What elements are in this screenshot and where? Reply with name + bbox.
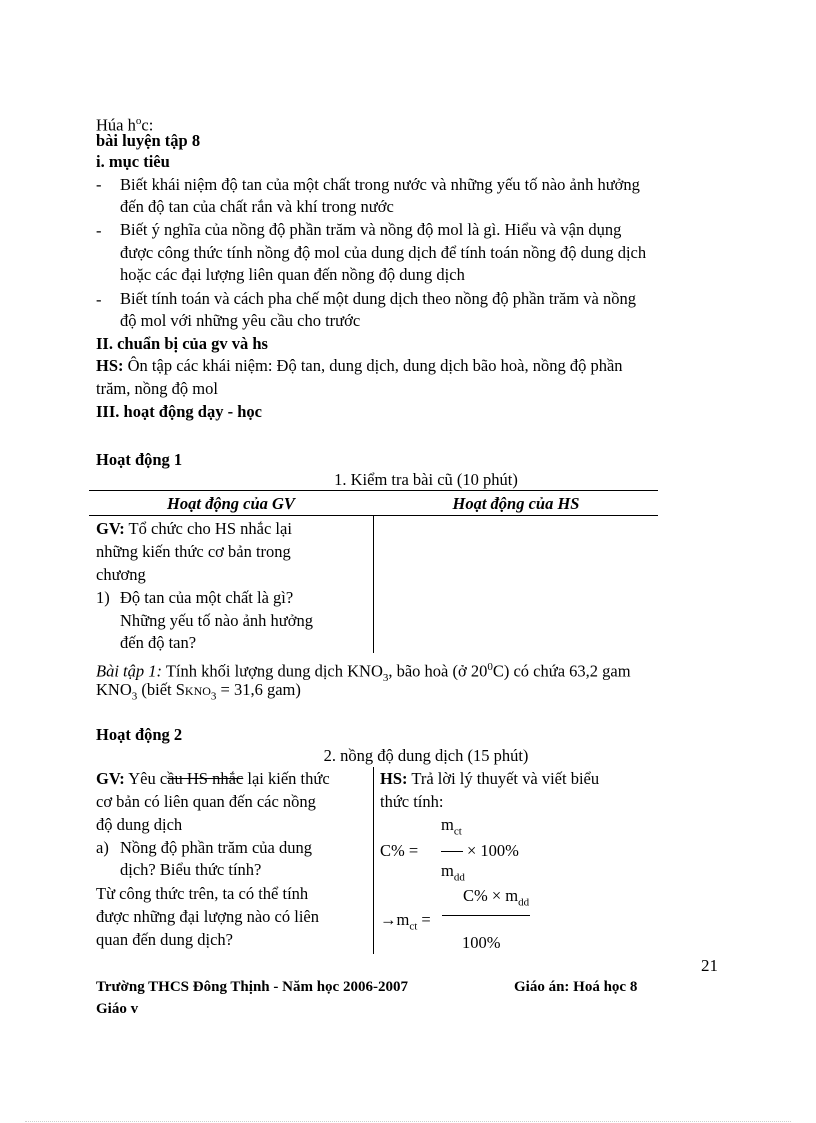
activity-1-gv-line-3: chương <box>96 565 146 584</box>
gv-text: Tổ chức cho HS nhắc lại <box>124 519 292 538</box>
bullet-dash: - <box>96 290 102 309</box>
gv-text-a: Yêu c <box>124 769 168 788</box>
activity-2-caption: 2. nồng độ dung dịch (15 phút) <box>323 746 529 765</box>
formula-2-fraction-bar <box>442 915 530 916</box>
objective-1-line-2: đến độ tan của chất rắn và khí trong nước <box>120 197 394 216</box>
footer-school: Trường THCS Đông Thịnh - Năm học 2006-2007 <box>96 979 408 995</box>
activity-2-gv-line-3: độ dung dịch <box>96 815 183 834</box>
hs-preparation-line-1 <box>96 355 623 377</box>
bottom-dotted-rule <box>25 1121 791 1122</box>
formula-1-rhs: × 100% <box>467 841 519 860</box>
table-column-divider <box>373 515 374 653</box>
activity-1-gv-line-2: những kiến thức cơ bản trong <box>96 542 291 561</box>
exercise-kno3-sub: 3 <box>131 690 138 703</box>
gv-struck-text: ầu HS nhắc <box>167 769 244 788</box>
exercise-sub: 3 <box>382 671 389 684</box>
exercise-solubility-sub: KNO <box>184 684 211 698</box>
objective-2-line-1: Biết ý nghĩa của nồng độ phần trăm và nồng độ mol là gì. Hiểu và vận dụng <box>120 220 622 239</box>
gv-label: GV: <box>96 769 125 788</box>
subject-end: c: <box>141 115 154 135</box>
formula-1-den-sub: dd <box>453 871 465 884</box>
gv-text-b: lại kiến thức <box>243 769 330 788</box>
exercise-text-a: Tính khối lượng dung dịch KNO <box>162 661 383 681</box>
section-preparation-heading: II. chuẩn bị của gv và hs <box>96 334 268 353</box>
footer-plan: Giáo án: Hoá học 8 <box>514 979 638 995</box>
hs-label: HS: <box>380 769 408 788</box>
question-a-line-2: dịch? Biểu thức tính? <box>120 860 262 879</box>
activity-2-hs-line-1 <box>380 768 599 790</box>
formula-1-num-m: m <box>441 815 454 834</box>
exercise-given-value: = 31,6 gam) <box>216 680 301 699</box>
formula-1-denominator <box>441 862 465 886</box>
formula-2-arrow: →m <box>380 910 410 929</box>
objective-1-line-1: Biết khái niệm độ tan của một chất trong nước và những yếu tố nào ảnh hưởng <box>120 175 640 194</box>
section-objectives-heading: i. mục tiêu <box>96 152 170 171</box>
activity-2-gv-line-4: Từ công thức trên, ta có thể tính <box>96 884 309 903</box>
question-1-text-1: Độ tan của một chất là gì? <box>120 588 294 607</box>
formula-2-numerator <box>463 887 529 911</box>
hs-text: Trả lời lý thuyết và viết biểu <box>407 769 600 788</box>
col-header-gv: Hoạt động của GV <box>167 494 295 513</box>
activity-1-gv-line-1 <box>96 518 292 540</box>
formula-2-equals: = <box>417 910 431 929</box>
formula-1-lhs: C% = <box>380 841 419 860</box>
objective-3-line-2: độ mol với những yêu cầu cho trước <box>120 311 361 330</box>
question-1-text-3: đến độ tan? <box>120 633 197 652</box>
question-1-line-1 <box>96 587 110 609</box>
question-a-number: a) <box>96 838 109 857</box>
exercise-sup: 0 <box>487 661 493 673</box>
exercise-solubility-sub2: 3 <box>210 690 217 703</box>
activity-2-hs-line-2: thức tính: <box>380 792 444 811</box>
hs-preparation-line-2: trăm, nồng độ mol <box>96 379 218 398</box>
lesson-title: bài luyện tập 8 <box>96 131 201 150</box>
activity-2-gv-line-1 <box>96 768 330 790</box>
section-activities-heading: III. hoạt động dạy - học <box>96 402 262 421</box>
exercise-text-c: C) có chứa 63,2 gam <box>492 661 631 681</box>
exercise-given: (biết S <box>137 680 185 699</box>
activity-2-gv-line-6: quan đến dung dịch? <box>96 930 234 949</box>
exercise-text-b: , bão hoà (ở 20 <box>388 661 488 681</box>
exercise-1-line-2 <box>96 679 301 707</box>
formula-2-arrow-sub: ct <box>409 920 418 933</box>
formula-2-num-sub: dd <box>518 896 530 909</box>
formula-1-num-sub: ct <box>453 825 462 838</box>
exercise-kno3: KNO <box>96 680 132 699</box>
exercise-label: Bài tập 1: <box>96 661 162 681</box>
bullet-dash: - <box>96 221 102 240</box>
footer-teacher: Giáo v <box>96 1001 139 1017</box>
formula-2-denominator: 100% <box>462 933 501 952</box>
formula-2-num-text: C% × m <box>463 886 519 905</box>
objective-2-line-2: được công thức tính nồng độ mol của dung dịch để tính toán nồng độ dung dịch <box>120 243 647 262</box>
activity-2-title: Hoạt động 2 <box>96 725 183 744</box>
activity-2-column-divider <box>373 767 374 954</box>
question-1-text-2: Những yếu tố nào ảnh hưởng <box>120 611 313 630</box>
formula-1-fraction-bar <box>441 851 463 852</box>
question-number: 1) <box>96 588 110 607</box>
subject-text: Húa h <box>96 115 136 135</box>
activity-1-caption: 1. Kiểm tra bài cũ (10 phút) <box>334 470 518 489</box>
col-header-hs: Hoạt động của HS <box>452 494 580 513</box>
activity-2-gv-line-2: cơ bản có liên quan đến các nồng <box>96 792 316 811</box>
table-top-rule <box>89 490 658 491</box>
formula-1-den-m: m <box>441 861 454 880</box>
gv-label: GV: <box>96 519 125 538</box>
activity-2-gv-line-5: được những đại lượng nào có liên <box>96 907 319 926</box>
objective-3-line-1: Biết tính toán và cách pha chế một dung dịch theo nồng độ phần trăm và nồng <box>120 289 636 308</box>
bullet-dash: - <box>96 175 102 194</box>
page-number: 21 <box>701 956 718 975</box>
subject-sup: o <box>135 115 142 127</box>
formula-2-lhs <box>380 909 431 937</box>
formula-1-numerator <box>441 816 462 840</box>
objective-2-line-3: hoặc các đại lượng liên quan đến nồng độ dung dịch <box>120 265 465 284</box>
activity-1-title: Hoạt động 1 <box>96 450 183 469</box>
question-a-line-1: Nồng độ phần trăm của dung <box>120 838 312 857</box>
hs-preparation-text: Ôn tập các khái niệm: Độ tan, dung dịch, dung dịch bão hoà, nồng độ phần <box>123 356 623 375</box>
hs-label: HS: <box>96 356 124 375</box>
